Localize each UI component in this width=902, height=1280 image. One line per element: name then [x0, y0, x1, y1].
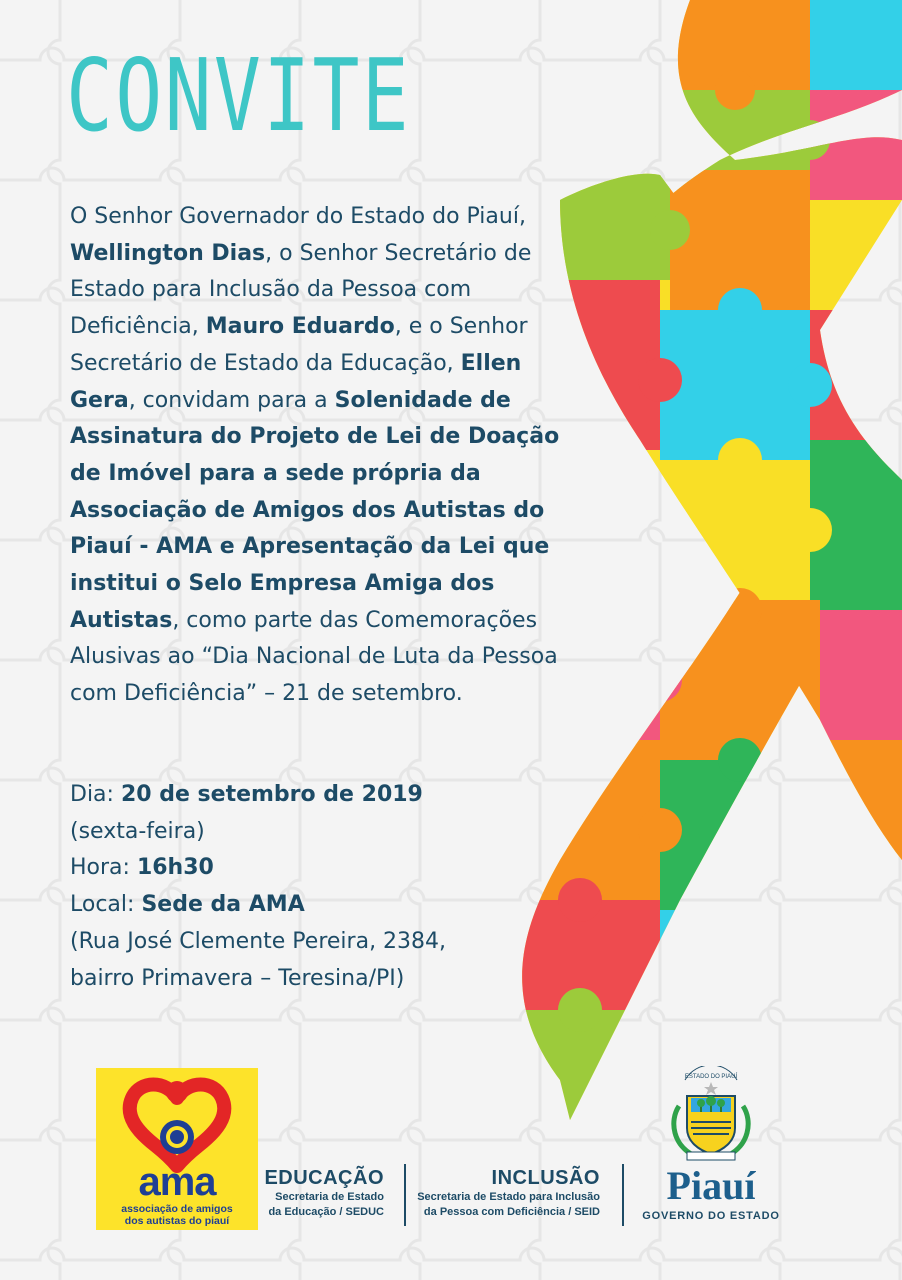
inclusao-heading: INCLUSÃO: [491, 1167, 600, 1189]
piaui-coat-of-arms-icon: [665, 1066, 757, 1166]
secretary-inclusion-name: Mauro Eduardo: [205, 314, 395, 340]
time-label: Hora:: [70, 855, 137, 881]
body-text-2: , o Senhor Secretário de Estado para Inclusão da Pessoa com Deficiência,: [70, 240, 532, 340]
address-line-1: (Rua José Clemente Pereira, 2384,: [70, 928, 447, 954]
time-value: 16h30: [136, 855, 214, 881]
inclusao-logo: [400, 1166, 600, 1220]
location-label: Local:: [70, 892, 142, 918]
ama-logo-word: ama: [138, 1160, 216, 1204]
weekday: (sexta-feira): [70, 818, 205, 844]
body-text-5: , como parte das Comemorações Alusivas ao “Dia Nacional de Luta da Pessoa com Deficiência” – 21 de setembro.: [70, 607, 558, 707]
footer-divider-2: [622, 1164, 624, 1226]
event-name: Solenidade de Assinatura do Projeto de Lei de Doação de Imóvel para a sede própria da Associação de Amigos dos Autistas do Piauí - AMA e Apresentação da Lei que institui o Selo Empresa Amiga dos Autistas: [70, 387, 560, 633]
date-label: Dia:: [70, 782, 121, 807]
educacao-line-2: da Educação / SEDUC: [268, 1206, 384, 1218]
event-details: [70, 777, 550, 997]
body-text-4: , convidam para a: [128, 387, 335, 413]
ama-tagline-line-1: associação de amigos: [121, 1203, 233, 1215]
date-line: [70, 777, 550, 814]
page-title: CONVITE: [66, 37, 412, 154]
ama-logo: [96, 1068, 258, 1230]
body-text-3: , e o Senhor Secretário de Estado da Educação,: [70, 314, 528, 376]
piaui-government-label: GOVERNO DO ESTADO: [642, 1210, 780, 1222]
invitation-body: [70, 199, 560, 713]
location-line: [70, 887, 550, 924]
governor-name: Wellington Dias: [70, 240, 266, 266]
date-value: 20 de setembro de 2019: [120, 782, 423, 807]
inclusao-line-1: Secretaria de Estado para Inclusão: [417, 1191, 600, 1203]
ama-logo-tagline: [96, 1203, 258, 1227]
inclusao-line-2: da Pessoa com Deficiência / SEID: [423, 1206, 600, 1218]
time-line: [70, 850, 550, 887]
seal-text: ESTADO DO PIAUÍ: [684, 1074, 738, 1080]
secretary-education-name: Ellen Gera: [70, 350, 522, 413]
address-line-2: bairro Primavera – Teresina/PI): [70, 965, 405, 991]
body-text-1: O Senhor Governador do Estado do Piauí,: [70, 204, 526, 229]
educacao-logo: [250, 1166, 384, 1220]
location-value: Sede da AMA: [141, 892, 305, 918]
piaui-wordmark: Piauí: [666, 1163, 756, 1208]
educacao-heading: EDUCAÇÃO: [264, 1167, 384, 1189]
ama-tagline-line-2: dos autistas do piauí: [124, 1215, 230, 1227]
educacao-line-1: Secretaria de Estado: [275, 1191, 384, 1203]
